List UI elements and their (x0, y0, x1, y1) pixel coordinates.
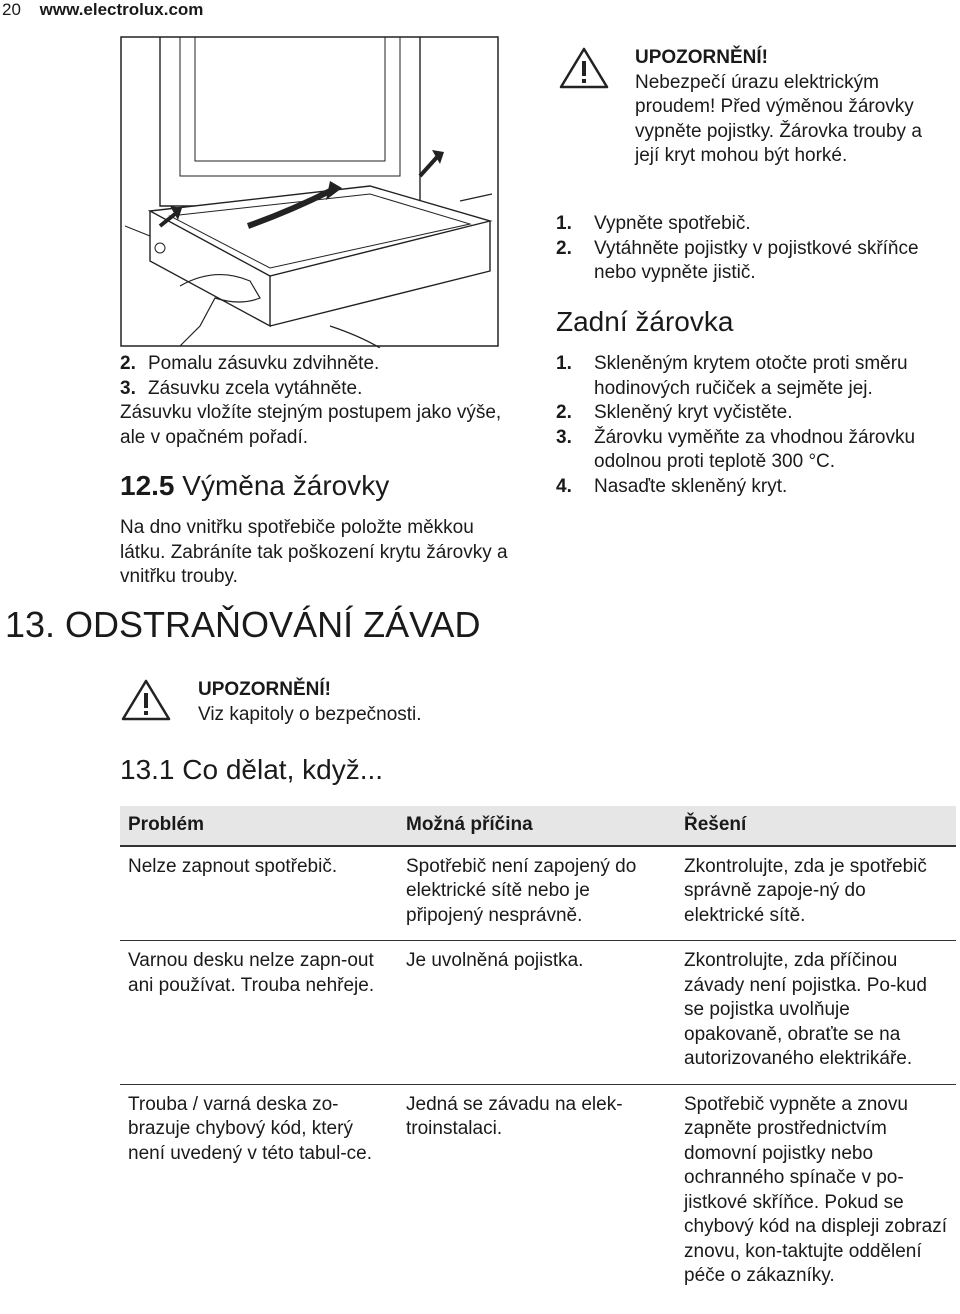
column-header: Řešení (676, 806, 956, 846)
troubleshooting-table (120, 806, 956, 1301)
section-heading (120, 470, 389, 502)
warning-icon (120, 678, 172, 722)
table-header-row (120, 806, 956, 846)
table-cell: Zkontrolujte, zda příčinou závady není pojistka. Po-kud se pojistka uvolňuje opakovaně, obraťte se na autorizovaného elektrikáře. (676, 941, 956, 1085)
column-header: Problém (120, 806, 398, 846)
table-row (120, 941, 956, 1085)
list-item: 3. Žárovku vyměňte za vhodnou žárovku odolnou proti teplotě 300 °C. (556, 426, 916, 472)
chapter-title: 13. ODSTRAŇOVÁNÍ ZÁVAD (5, 604, 481, 645)
subsection-title: 13.1 Co dělat, když... (120, 754, 384, 785)
list-item: 3. Zásuvku zcela vytáhněte. (120, 377, 363, 399)
safety-steps (556, 212, 936, 286)
section-title: Výměna žárovky (182, 470, 390, 501)
table-row (120, 846, 956, 941)
table-row (120, 1084, 956, 1301)
table-cell: Jedná se závadu na elek-troinstalaci. (398, 1084, 676, 1301)
page-header (2, 0, 203, 20)
table-cell: Je uvolněná pojistka. (398, 941, 676, 1085)
warning-text: Nebezpečí úrazu elektrickým proudem! Před výměnou žárovky vypněte pojistky. Žárovka trouby a její kryt mohou být horké. (635, 71, 922, 166)
list-item: 2. Vytáhněte pojistky v pojistkové skříňce nebo vypněte jistič. (556, 237, 919, 283)
table-cell: Spotřebič vypněte a znovu zapněte prostřednictvím domovní pojistky nebo ochranného spínače v po-jistkové skříňce. Pokud se chybový kód na displeji zobrazí znovu, kon-taktujte oddělení péče o zákazníky. (676, 1084, 956, 1301)
electric-warning-box (635, 46, 925, 169)
table-cell: Zkontrolujte, zda je spotřebič správně zapoje-ný do elektrické sítě. (684, 855, 927, 926)
list-item: 2. Pomalu zásuvku zdvihněte. (120, 353, 380, 374)
list-item: 4. Nasaďte skleněný kryt. (556, 475, 788, 497)
table-cell: Spotřebič není zapojený do elektrické sítě nebo je připojený nesprávně. (406, 855, 637, 926)
column-header: Možná příčina (398, 806, 676, 846)
table-cell: Varnou desku nelze zapn-out ani používat. Trouba nehřeje. (120, 941, 398, 1085)
table-cell: Nelze zapnout spotřebič. (128, 855, 338, 877)
warning-text: Viz kapitoly o bezpečnosti. (198, 703, 422, 725)
section-text: Na dno vnitřku spotřebiče položte měkkou látku. Zabráníte tak poškození krytu žárovky a vnitřku trouby. (120, 517, 508, 587)
page-number: 20 (2, 0, 21, 19)
list-item: 1. Vypněte spotřebič. (556, 213, 751, 234)
warning-box (198, 678, 518, 727)
warning-title: UPOZORNĚNÍ! (198, 679, 331, 700)
warning-title: UPOZORNĚNÍ! (635, 47, 768, 68)
warning-icon (558, 46, 610, 90)
table-cell: Trouba / varná deska zo-brazuje chybový kód, který není uvedený v této tabul-ce. (120, 1084, 398, 1301)
section-number: 12.5 (120, 470, 175, 501)
lamp-steps (556, 352, 956, 499)
lamp-title: Zadní žárovka (556, 306, 734, 337)
list-item: 1. Skleněným krytem otočte proti směru hodinových ručiček a sejměte jej. (556, 353, 908, 399)
steps-note: Zásuvku vložíte stejným postupem jako výše, ale v opačném pořadí. (120, 402, 502, 448)
site-url: www.electrolux.com (39, 0, 204, 19)
drawer-steps (120, 352, 510, 401)
drawer-illustration (120, 36, 500, 348)
list-item: 2. Skleněný kryt vyčistěte. (556, 402, 793, 423)
